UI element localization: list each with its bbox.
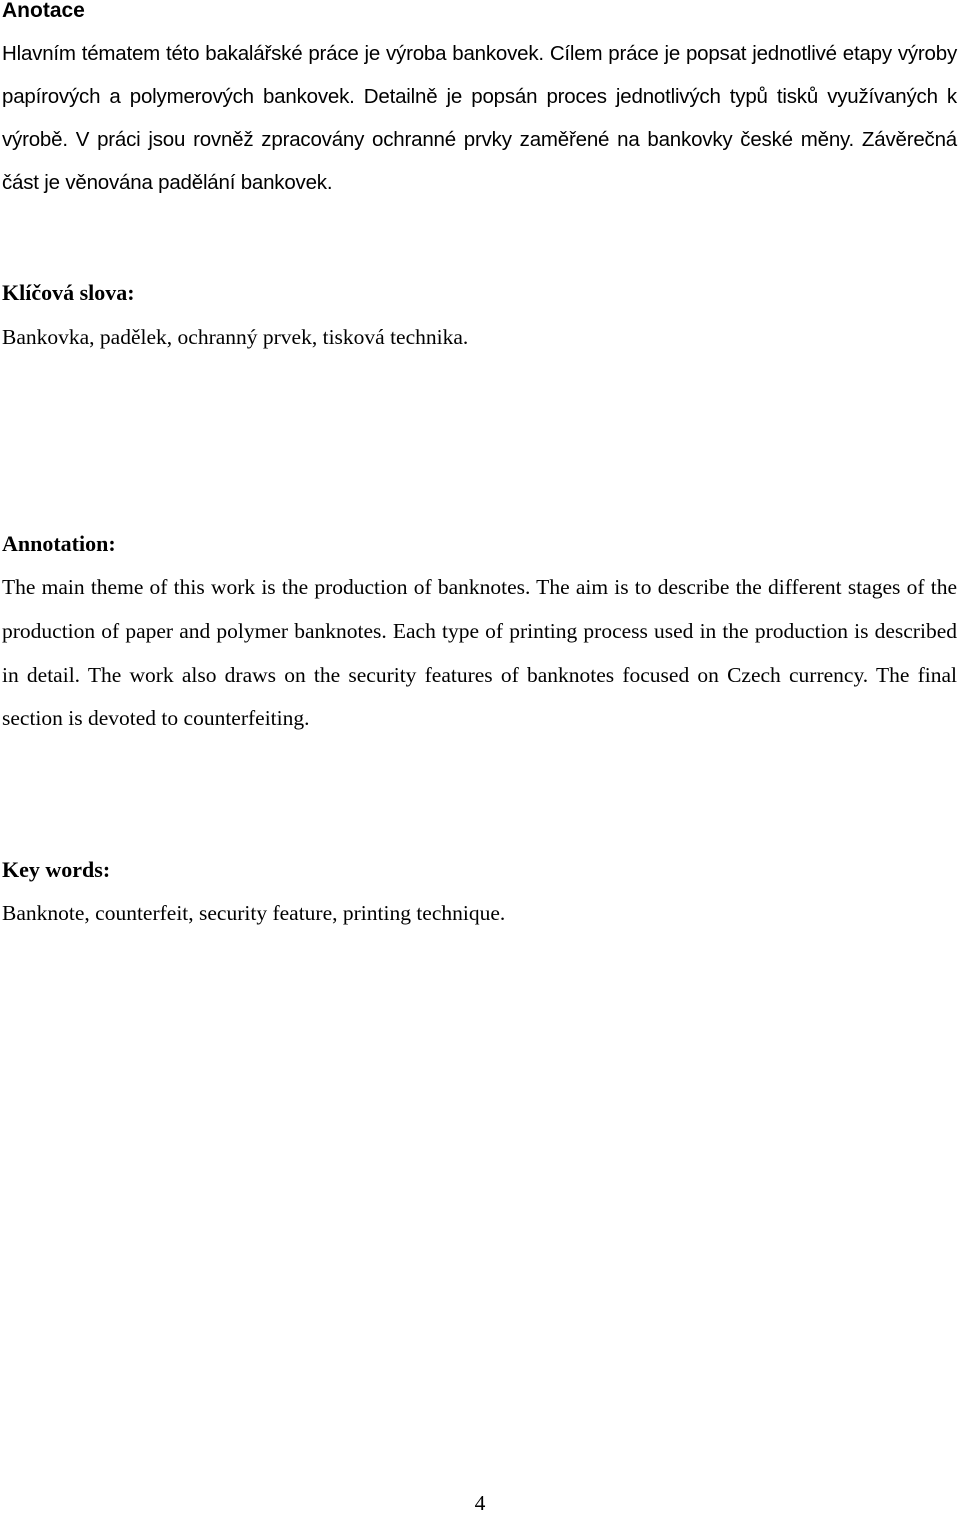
annotation-paragraph: The main theme of this work is the production of banknotes. The aim is to describe the different stages of the production of paper and polymer banknotes. Each type of printing process used in the production is described in detail. The work also draws on the security features of banknotes focused on Czech currency. The final section is devoted to counterfeiting. (2, 575, 957, 731)
key-words-text: Banknote, counterfeit, security feature, printing technique. (2, 901, 506, 925)
anotace-heading: Anotace (2, 0, 85, 22)
page-number: 4 (474, 1491, 486, 1515)
key-words-heading: Key words: (2, 857, 111, 882)
annotation-heading: Annotation: (2, 531, 116, 556)
klicova-slova-text: Bankovka, padělek, ochranný prvek, tisková technika. (2, 325, 469, 349)
klicova-slova-heading: Klíčová slova: (2, 280, 135, 305)
anotace-paragraph: Hlavním tématem této bakalářské práce je výroba bankovek. Cílem práce je popsat jednotlivé etapy výroby papírových a polymerových bankovek. Detailně je popsán proces jednotlivých typů tisků využívaných k výrobě. V práci jsou rovněž zpracovány ochranné prvky zaměřené na bankovky české měny. Závěrečná část je věnována padělání bankovek. (2, 42, 957, 194)
